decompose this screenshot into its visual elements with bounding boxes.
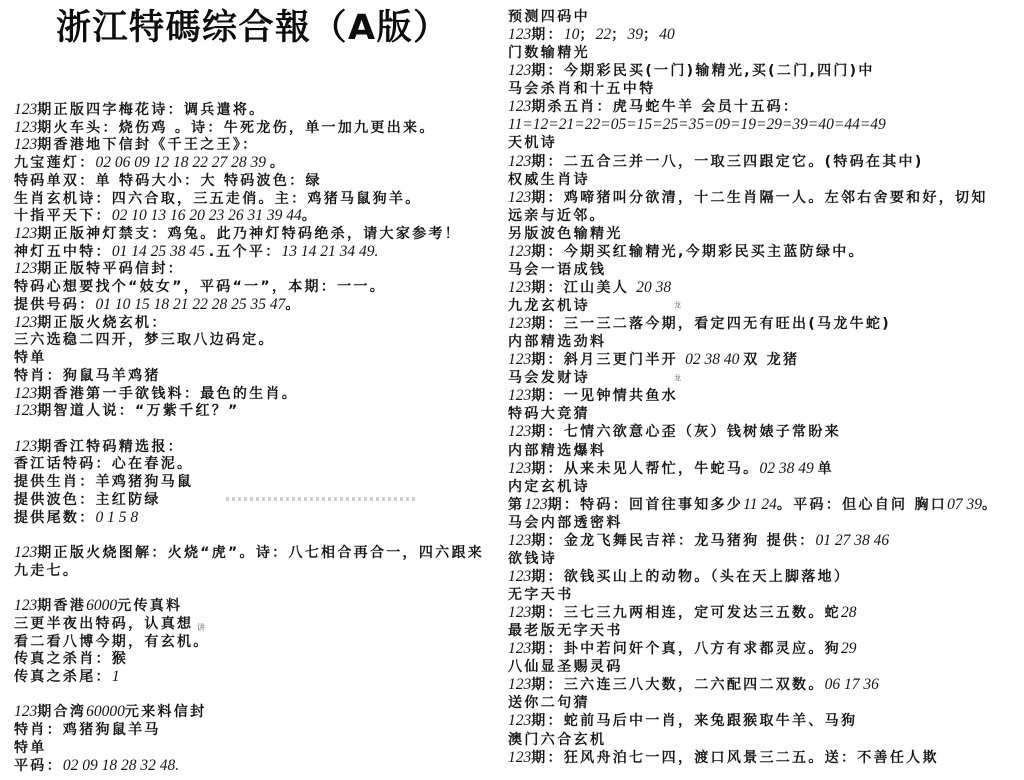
prediction-line — [508, 153, 1018, 171]
text-segment: 期香港地下信封《千王之王》： — [37, 137, 259, 154]
text-segment: 期杀五肖：虎马蛇牛羊 会员十五码： — [531, 99, 800, 116]
issue-number: 123 — [508, 387, 532, 405]
issue-number: 123 — [14, 703, 38, 721]
prediction-line — [508, 423, 1018, 441]
heading-text: 最老版无字天书 — [508, 623, 623, 640]
text-segment: 期正版特平码信封： — [37, 261, 184, 278]
text-line — [14, 650, 504, 668]
issue-number: 123 — [508, 188, 532, 206]
text-segment: 期：江山美人 — [531, 279, 637, 296]
text-line — [14, 385, 504, 403]
prediction-line — [508, 568, 1018, 586]
heading-text: 马会内部透密料 — [508, 514, 623, 531]
heading-text: 天机诗 — [508, 135, 558, 152]
issue-number: 123 — [14, 543, 38, 561]
number-list: 11=12=21=22=05=15=25=35=09=19=29=39=40=44=49 — [508, 116, 886, 134]
prediction-line — [508, 189, 1018, 207]
heading-text: 澳门六合玄机 — [508, 731, 607, 748]
heading-text: 预测四码中 — [508, 9, 590, 25]
prediction-line — [508, 315, 1018, 333]
text-line — [14, 136, 504, 154]
number: 29 — [840, 640, 857, 658]
heading-text: 八仙显圣赐灵码 — [508, 659, 623, 676]
text-line — [14, 597, 504, 615]
text-segment: 生肖玄机诗：四六合取，三五走俏。主：鸡猪马鼠狗羊。 — [14, 190, 422, 207]
text-segment: 特码心想要找个“妓女”，平码“一”，本期：一一。 — [14, 279, 387, 296]
text-line — [14, 331, 504, 349]
text-block — [14, 438, 504, 527]
number-list: 02 38 40 — [685, 351, 744, 369]
heading-text: 内定玄机诗 — [508, 478, 590, 495]
number-list: 20 38 — [636, 278, 672, 296]
issue-number: 123 — [508, 676, 532, 694]
prediction-line — [508, 279, 1018, 297]
text-segment: 双 龙猪 — [743, 352, 800, 369]
text-segment: 期：欲钱买山上的动物。（头在天上脚落地） — [531, 568, 851, 585]
heading-text: 门数输精光 — [508, 45, 590, 62]
issue-number: 123 — [524, 495, 548, 513]
heading-text: 无字天书 — [508, 587, 574, 603]
text-block — [14, 544, 504, 579]
section-heading — [508, 658, 1018, 676]
heading-text: 另版波色输精光 — [508, 225, 623, 242]
text-line — [14, 509, 504, 527]
text-line — [14, 438, 504, 456]
heading-text: 马会杀肖和十五中特 — [508, 81, 656, 98]
amount-number: 6000 — [86, 597, 118, 615]
section-heading — [508, 8, 1018, 26]
text-segment: 特码单双：单 特码大小：大 特码波色：绿 — [14, 172, 322, 189]
prediction-line — [508, 98, 1018, 116]
section-heading — [508, 225, 1018, 243]
issue-number: 123 — [508, 459, 532, 477]
stray-mark: 龙 — [674, 374, 681, 382]
text-segment: 期香江特码精选报： — [37, 438, 184, 455]
text-line — [14, 172, 504, 190]
heading-text: 送你二句猜 — [508, 695, 590, 712]
prediction-line — [508, 26, 1018, 44]
text-segment: 特单 — [14, 350, 47, 367]
text-segment: 看二看八博今期，有玄机。 — [14, 633, 210, 650]
number: 28 — [840, 604, 857, 622]
text-block — [14, 703, 504, 774]
issue-number: 123 — [508, 712, 532, 730]
text-line — [14, 278, 504, 296]
text-segment: 传真之杀肖：猴 — [14, 651, 129, 668]
number-list: 1 — [111, 668, 120, 685]
text-segment: 期：特码：回首往事知多少 — [547, 496, 744, 513]
prediction-line — [508, 749, 1018, 767]
issue-number: 123 — [14, 136, 38, 154]
prediction-line — [508, 676, 1018, 694]
prediction-line — [508, 640, 1018, 658]
text-line — [14, 225, 504, 243]
heading-text: 马会发财诗 — [508, 370, 590, 387]
text-segment: 期：三七三九两相连，定可发达三五数。蛇 — [531, 605, 841, 622]
separator: ； — [642, 27, 660, 44]
text-segment: 期：三一三二落今期，看定四无有旺出(马龙牛蛇) — [531, 316, 891, 333]
issue-number: 123 — [508, 604, 532, 622]
issue-number: 123 — [14, 101, 38, 118]
issue-number: 123 — [508, 152, 532, 170]
issue-number: 123 — [14, 313, 38, 331]
text-segment: 元来料信封 — [124, 704, 207, 721]
text-segment: 期：卦中若问奸个真，八方有求都灵应。狗 — [531, 641, 841, 658]
text-line — [14, 703, 504, 721]
text-line — [14, 668, 504, 686]
issue-number: 123 — [508, 423, 532, 441]
text-segment: 期：狂风舟泊七一四，渡口风景三二五。送：不善任人欺 — [531, 749, 939, 766]
text-segment: 期：鸡啼猪叫分欲清，十二生肖隔一人。左邻右舍要和好，切知 — [531, 189, 988, 206]
section-heading — [508, 478, 1018, 496]
section-heading — [508, 44, 1018, 62]
prediction-line — [508, 460, 1018, 478]
text-line — [14, 473, 504, 491]
issue-number: 123 — [508, 98, 532, 116]
heading-text: 内部精选爆料 — [508, 442, 607, 459]
issue-number: 123 — [508, 567, 532, 585]
number-list: 06 17 36 — [824, 676, 879, 694]
text-segment: 三六选稳二四开，梦三取八边码定。 — [14, 332, 275, 349]
text-line — [14, 314, 504, 332]
text-segment: 提供号码： — [14, 296, 96, 313]
section-heading — [508, 694, 1018, 712]
amount-number: 60000 — [86, 703, 125, 721]
text-block — [14, 597, 504, 686]
text-segment: 期：斜月三更门半开 — [531, 352, 686, 369]
text-line — [14, 296, 504, 314]
text-segment: 期：七情六欲意心歪（灰）钱树婊子常盼来 — [531, 424, 841, 441]
number-list: 02 38 49 — [759, 459, 818, 477]
text-block — [14, 101, 504, 420]
number-list: 02 10 13 16 20 23 26 31 39 44 — [111, 207, 302, 225]
prediction-line — [508, 351, 1018, 369]
text-line — [14, 739, 504, 757]
text-segment: 期：金龙飞舞民吉祥：龙马猪狗 提供： — [531, 532, 816, 549]
text-line — [14, 119, 504, 137]
text-segment: 特单 — [14, 739, 47, 756]
issue-number: 123 — [14, 225, 38, 243]
heading-text: 内部精选劲料 — [508, 334, 607, 351]
issue-number: 123 — [508, 315, 532, 333]
prediction-line — [508, 243, 1018, 261]
issue-number: 123 — [14, 118, 38, 136]
issue-number: 123 — [508, 351, 532, 369]
heading-text: 欲钱诗 — [508, 550, 558, 567]
prediction-line — [508, 62, 1018, 80]
prediction-line — [508, 387, 1018, 405]
prediction-line — [508, 532, 1018, 550]
number: 22 — [595, 26, 612, 44]
text-segment: 期正版火烧图解：火烧“虎”。诗：八七相合再合一，四六跟来 — [37, 544, 485, 561]
issue-number: 123 — [14, 384, 38, 402]
number-list: 0 1 5 8 — [95, 508, 139, 526]
separator: ； — [579, 27, 596, 44]
section-heading — [508, 405, 1018, 423]
number: 10 — [563, 26, 580, 44]
number-list: 02 06 09 12 18 22 27 28 39 — [95, 154, 270, 172]
section-heading — [508, 622, 1018, 640]
stray-mark: 龙 — [674, 301, 681, 309]
issue-number: 123 — [14, 597, 38, 615]
text-line — [14, 455, 504, 473]
text-segment: 元传真料 — [117, 598, 183, 615]
text-segment: 平码： — [14, 757, 63, 774]
text-line — [14, 101, 504, 119]
text-line — [14, 207, 504, 225]
text-segment: 提供尾数： — [14, 509, 96, 526]
text-line — [14, 349, 504, 367]
text-line — [14, 190, 504, 208]
text-line — [14, 402, 504, 420]
text-segment: 期智道人说：“万紫千红？” — [37, 403, 240, 420]
scan-noise — [226, 497, 416, 501]
text-segment: 。 — [269, 155, 287, 172]
section-heading — [508, 297, 1018, 315]
heading-text: 特码大竞猜 — [508, 406, 590, 423]
right-column — [508, 8, 1018, 767]
number: 40 — [659, 26, 675, 44]
text-line — [14, 243, 504, 261]
text-segment: 第 — [508, 496, 525, 513]
text-line — [14, 562, 504, 580]
text-segment: 期：今期彩民买(一门)输精光,买(二门,四门)中 — [531, 63, 875, 80]
text-segment: 九走七。 — [14, 562, 80, 579]
number-list: 11 24 — [743, 495, 777, 513]
number-list: 07 39 — [947, 495, 982, 513]
text-segment: 期香港第一手欲钱料：最色的生肖。 — [37, 385, 299, 402]
left-column — [14, 101, 504, 774]
text-segment: 香江话特码：心在春泥。 — [14, 456, 194, 473]
issue-number: 123 — [14, 260, 38, 278]
section-heading — [508, 261, 1018, 279]
prediction-line — [508, 712, 1018, 730]
prediction-line — [508, 116, 1018, 134]
text-segment: 期：今期买红输精光,今期彩民买主蓝防绿中。 — [531, 243, 865, 260]
heading-text: 马会一语成钱 — [508, 261, 607, 278]
number-list: 01 14 25 38 45 — [111, 242, 209, 260]
stray-mark: 讲 — [197, 623, 205, 632]
issue-number: 123 — [508, 62, 532, 80]
text-segment: 特肖：狗鼠马羊鸡猪 — [14, 367, 161, 384]
section-heading — [508, 80, 1018, 98]
text-segment: 期：从来未见人帮忙，牛蛇马。 — [531, 460, 760, 477]
number-list: 01 27 38 46 — [815, 531, 890, 549]
number-list: 01 10 15 18 21 22 28 25 35 47 — [95, 295, 286, 313]
text-segment: 提供波色：主红防绿 — [14, 491, 161, 508]
text-segment: 期： — [531, 27, 564, 44]
text-segment: 提供生肖：羊鸡猪狗马鼠 — [14, 474, 194, 491]
issue-number: 123 — [508, 278, 532, 296]
text-line — [14, 154, 504, 172]
number: 39 — [627, 26, 643, 44]
section-heading — [508, 333, 1018, 351]
number-list: 13 14 21 34 49. — [281, 242, 379, 260]
text-segment: 期正版神灯禁支：鸡兔。此乃神灯特码绝杀，请大家参考！ — [37, 226, 462, 243]
text-segment: 期：一见钟情共鱼水 — [531, 388, 678, 405]
separator: ； — [611, 27, 628, 44]
section-heading — [508, 134, 1018, 152]
issue-number: 123 — [508, 242, 532, 260]
text-segment: 十指平天下： — [14, 208, 112, 225]
text-line — [14, 544, 504, 562]
number-list: 02 09 18 28 32 48. — [62, 756, 180, 774]
section-heading — [508, 550, 1018, 568]
text-segment: 期火车头：烧伤鸡 。诗：牛死龙伤，单一加九更出来。 — [37, 119, 436, 136]
text-segment: 期：二五合三并一八，一取三四跟定它。(特码在其中) — [531, 153, 924, 170]
text-segment: 期正版四字梅花诗：调兵遣将。 — [37, 102, 266, 118]
issue-number: 123 — [508, 531, 532, 549]
text-line — [14, 757, 504, 775]
text-segment: 。平码：但心自问 胸口 — [776, 496, 948, 513]
text-segment: 传真之杀尾： — [14, 669, 112, 685]
issue-number: 123 — [14, 402, 38, 420]
issue-number: 123 — [508, 748, 532, 766]
text-segment: 。 — [301, 208, 318, 225]
prediction-line — [508, 496, 1018, 514]
text-segment: 。 — [981, 496, 999, 513]
text-segment: 期香港 — [37, 598, 87, 615]
issue-number: 123 — [14, 437, 38, 455]
section-heading — [508, 731, 1018, 749]
text-segment: 九宝莲灯： — [14, 155, 96, 172]
masthead-title: 浙江特碼综合報（A版） — [56, 8, 450, 48]
text-segment: 远亲与近邻。 — [508, 207, 606, 224]
text-segment: 期合湾 — [37, 704, 87, 721]
text-line — [14, 260, 504, 278]
section-heading — [508, 586, 1018, 604]
text-line — [14, 721, 504, 739]
text-segment: .五个平： — [208, 243, 282, 260]
heading-text: 九龙玄机诗 — [508, 298, 590, 314]
prediction-line — [508, 604, 1018, 622]
text-segment: 期：三六连三八大数，二六配四二双数。 — [531, 677, 825, 694]
text-segment: 神灯五中特： — [14, 243, 112, 260]
text-segment: 期：蛇前马后中一肖，来兔跟猴取牛羊、马狗 — [531, 713, 858, 730]
heading-text: 权威生肖诗 — [508, 171, 590, 188]
section-heading — [508, 514, 1018, 532]
section-heading — [508, 442, 1018, 460]
text-line — [14, 615, 504, 633]
text-segment: 单 — [817, 460, 834, 477]
issue-number: 123 — [508, 640, 532, 658]
section-heading — [508, 369, 1018, 387]
text-segment: 期正版火烧玄机： — [37, 314, 168, 331]
issue-number: 123 — [508, 26, 532, 44]
text-line — [14, 367, 504, 385]
text-line — [14, 633, 504, 651]
section-heading — [508, 171, 1018, 189]
text-segment: 三更半夜出特码，认真想 — [14, 615, 194, 632]
prediction-line — [508, 207, 1018, 225]
text-segment: 特肖：鸡猪狗鼠羊马 — [14, 722, 161, 739]
text-segment: 。 — [285, 296, 302, 313]
